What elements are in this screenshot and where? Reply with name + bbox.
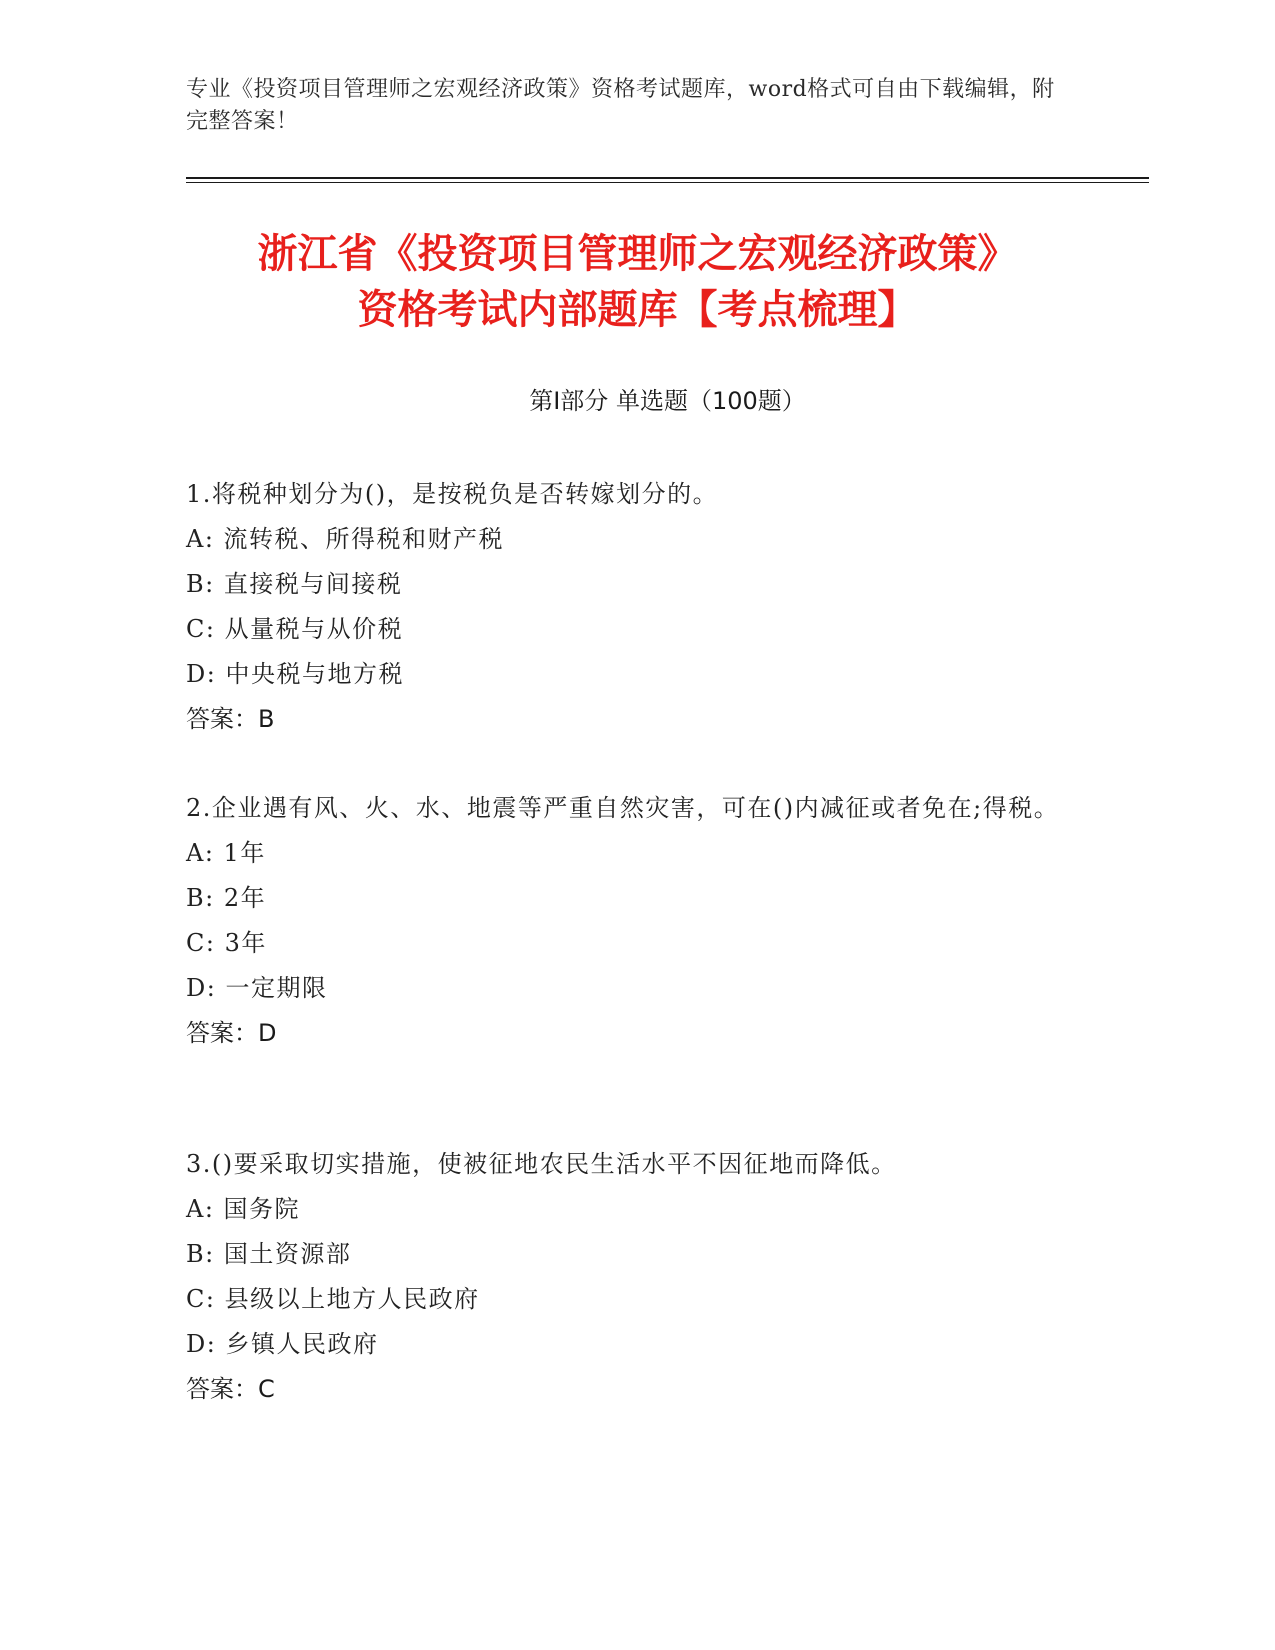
question-text: 3.()要采取切实措施，使被征地农民生活水平不因征地而降低。 bbox=[186, 1150, 897, 1178]
question-3 bbox=[186, 1142, 1066, 1412]
answer: 答案：C bbox=[186, 1375, 275, 1403]
option-a: A: 国务院 bbox=[186, 1195, 301, 1223]
question-text: 2.企业遇有风、火、水、地震等严重自然灾害，可在()内减征或者免在;得税。 bbox=[186, 794, 1060, 822]
option-d: D: 中央税与地方税 bbox=[186, 660, 404, 688]
option-b: B: 国土资源部 bbox=[186, 1240, 352, 1268]
option-b: B: 直接税与间接税 bbox=[186, 570, 403, 598]
question-2 bbox=[186, 786, 1066, 1056]
option-d: D: 乡镇人民政府 bbox=[186, 1330, 379, 1358]
option-b: B: 2年 bbox=[186, 884, 267, 912]
option-d: D: 一定期限 bbox=[186, 974, 328, 1002]
header-divider-thin bbox=[186, 182, 1149, 183]
title-line-1: 浙江省《投资项目管理师之宏观经济政策》 bbox=[257, 231, 1018, 277]
answer: 答案：D bbox=[186, 1019, 277, 1047]
question-text: 1.将税种划分为()，是按税负是否转嫁划分的。 bbox=[186, 480, 719, 508]
header-divider-thick bbox=[186, 177, 1149, 179]
header-note: 专业《投资项目管理师之宏观经济政策》资格考试题库，word格式可自由下载编辑，附完整答案！ bbox=[186, 77, 1055, 134]
section-title: 第Ⅰ部分 单选题（100题） bbox=[529, 387, 806, 415]
answer: 答案：B bbox=[186, 705, 275, 733]
document-title bbox=[150, 226, 1125, 338]
option-a: A: 1年 bbox=[186, 839, 266, 867]
option-a: A: 流转税、所得税和财产税 bbox=[186, 525, 505, 553]
question-1 bbox=[186, 472, 1066, 742]
option-c: C: 从量税与从价税 bbox=[186, 615, 404, 643]
option-c: C: 县级以上地方人民政府 bbox=[186, 1285, 480, 1313]
title-line-2: 资格考试内部题库【考点梳理】 bbox=[357, 287, 918, 333]
option-c: C: 3年 bbox=[186, 929, 267, 957]
